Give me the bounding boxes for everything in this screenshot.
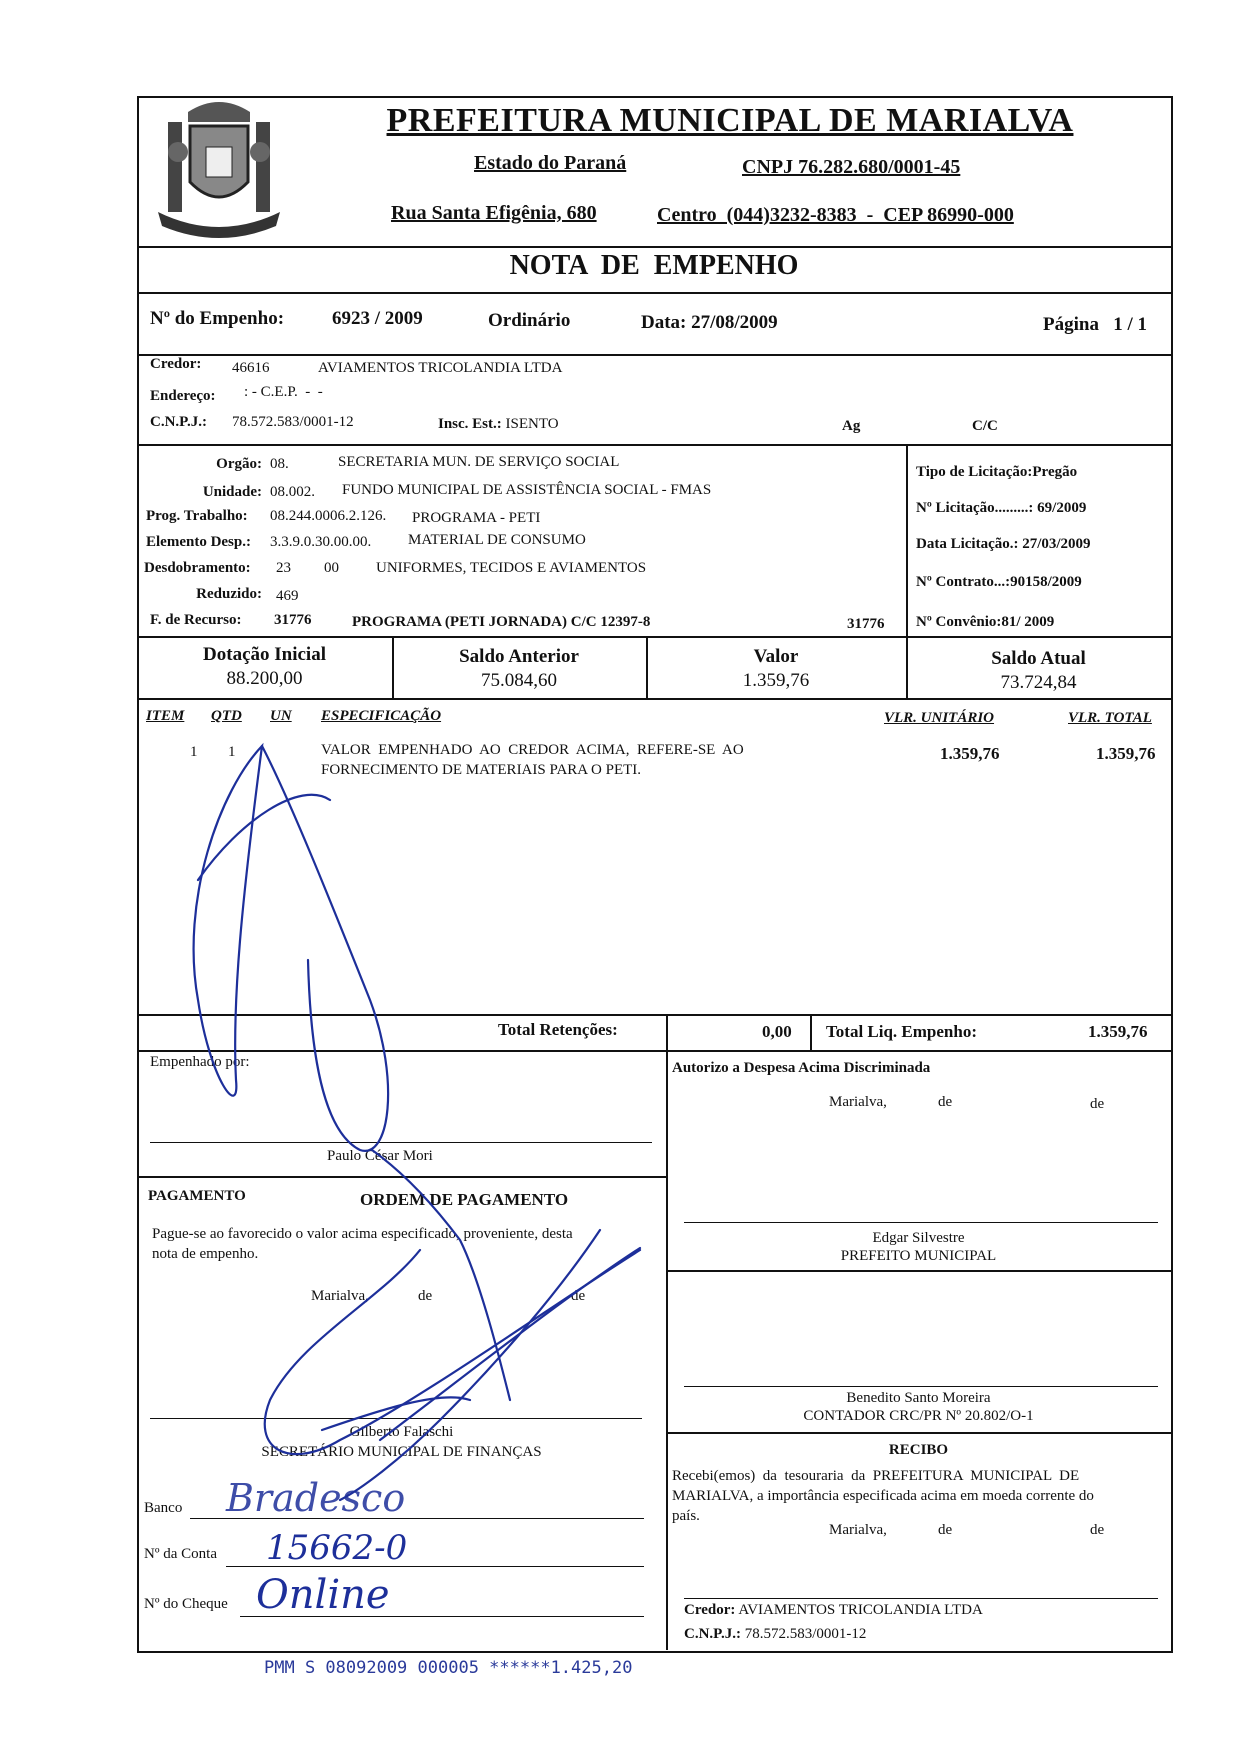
recibo-cnpj-label: C.N.P.J.: xyxy=(684,1626,741,1642)
endereco-value: : - C.E.P. - - xyxy=(244,384,323,400)
pagamento-text-line2: nota de empenho. xyxy=(152,1246,259,1262)
dotacao-value: 88.200,00 xyxy=(226,668,303,689)
credor-code: 46616 xyxy=(232,360,270,376)
valor-value: 1.359,76 xyxy=(742,670,810,691)
credor-label: Credor: xyxy=(150,356,202,372)
prefeito-nome: Edgar Silvestre xyxy=(872,1230,965,1246)
pagamento-de2: de xyxy=(571,1288,586,1304)
reduzido-label: Reduzido: xyxy=(196,586,262,602)
total-liquido-value: 1.359,76 xyxy=(1088,1022,1148,1041)
item-qtd: 1 xyxy=(228,744,236,760)
autorizo-text: Autorizo a Despesa Acima Discriminada xyxy=(672,1060,931,1076)
header-title: PREFEITURA MUNICIPAL DE MARIALVA xyxy=(386,102,1074,139)
empenhado-label: Empenhado por: xyxy=(150,1054,250,1070)
prog-name: PROGRAMA - PETI xyxy=(412,510,541,526)
cnpj-value: 78.572.583/0001-12 xyxy=(232,414,354,430)
data-licitacao: Data Licitação.: 27/03/2009 xyxy=(916,536,1091,552)
tipo-licitacao: Tipo de Licitação:Pregão xyxy=(916,464,1078,480)
numero-licitacao: Nº Licitação.........: 69/2009 xyxy=(916,500,1087,516)
desdobramento-name: UNIFORMES, TECIDOS E AVIAMENTOS xyxy=(376,560,647,576)
ordem-pagamento-title: ORDEM DE PAGAMENTO xyxy=(360,1190,569,1209)
conta-corrente-label: C/C xyxy=(972,418,998,434)
recibo-text-line2: MARIALVA, a importância especificada acima em moeda corrente do xyxy=(672,1488,1094,1504)
item-total-value: 1.359,76 xyxy=(1096,744,1156,763)
autorizo-de2: de xyxy=(1090,1096,1105,1112)
total-retencoes-label: Total Retenções: xyxy=(498,1020,618,1039)
empenho-date: Data: 27/08/2009 xyxy=(641,312,778,333)
contador-nome: Benedito Santo Moreira xyxy=(846,1390,991,1406)
elemento-label: Elemento Desp.: xyxy=(146,534,251,550)
pagamento-text-line1: Pague-se ao favorecido o valor acima especificado, proveniente, desta xyxy=(152,1226,573,1242)
saldo-anterior-label: Saldo Anterior xyxy=(459,646,579,667)
secretario-cargo: SECRETÁRIO MUNICIPAL DE FINANÇAS xyxy=(261,1444,542,1460)
item-number: 1 xyxy=(190,744,198,760)
recibo-text-line3: país. xyxy=(672,1508,700,1524)
header-cnpj: CNPJ 76.282.680/0001-45 xyxy=(742,156,961,178)
empenhado-nome: Paulo César Mori xyxy=(327,1148,433,1164)
col-un: UN xyxy=(270,708,292,724)
item-spec-line2: FORNECIMENTO DE MATERIAIS PARA O PETI. xyxy=(321,762,642,778)
autorizo-marialva: Marialva, xyxy=(829,1094,887,1110)
cheque-handwritten: Online xyxy=(256,1572,390,1618)
col-item: ITEM xyxy=(146,708,185,724)
banco-handwritten: Bradesco xyxy=(226,1476,406,1520)
col-qtd: QTD xyxy=(211,708,242,724)
item-unit-value: 1.359,76 xyxy=(940,744,1000,763)
page-number: Página 1 / 1 xyxy=(1043,314,1147,335)
elemento-code: 3.3.9.0.30.00.00. xyxy=(270,534,372,550)
dotacao-label: Dotação Inicial xyxy=(203,644,326,665)
unidade-label: Unidade: xyxy=(202,484,262,500)
fonte-recurso-code2: 31776 xyxy=(847,616,885,632)
banco-label: Banco xyxy=(144,1500,183,1516)
header-state: Estado do Paraná xyxy=(474,152,627,174)
header-address2: Centro (044)3232-8383 - CEP 86990-000 xyxy=(657,204,1014,226)
recibo-text-line1: Recebi(emos) da tesouraria da PREFEITURA MUNICIPAL DE xyxy=(672,1468,1080,1484)
numero-contrato: Nº Contrato...:90158/2009 xyxy=(916,574,1082,590)
recibo-title: RECIBO xyxy=(888,1442,949,1458)
empenho-number-label: Nº do Empenho: xyxy=(150,308,285,329)
elemento-name: MATERIAL DE CONSUMO xyxy=(408,532,586,548)
insc-value: ISENTO xyxy=(505,416,559,432)
prefeito-cargo: PREFEITO MUNICIPAL xyxy=(840,1248,997,1264)
recibo-de1: de xyxy=(938,1522,953,1538)
recibo-de2: de xyxy=(1090,1522,1105,1538)
numero-convenio: Nº Convênio:81/ 2009 xyxy=(916,614,1055,630)
valor-label: Valor xyxy=(753,646,799,667)
orgao-code: 08. xyxy=(270,456,289,472)
total-liquido-label: Total Liq. Empenho: xyxy=(826,1022,977,1041)
endereco-label: Endereço: xyxy=(150,388,216,404)
agencia-label: Ag xyxy=(842,418,861,434)
prog-code: 08.244.0006.2.126. xyxy=(270,508,387,524)
desdobramento-code2: 00 xyxy=(324,560,339,576)
header-address: Rua Santa Efigênia, 680 xyxy=(391,202,597,224)
autorizo-de1: de xyxy=(938,1094,953,1110)
reduzido-value: 469 xyxy=(276,588,299,604)
recibo-credor-name: AVIAMENTOS TRICOLANDIA LTDA xyxy=(738,1602,983,1618)
conta-handwritten: 15662-0 xyxy=(266,1528,408,1568)
empenho-type: Ordinário xyxy=(488,310,571,331)
item-spec-line1: VALOR EMPENHADO AO CREDOR ACIMA, REFERE-SE AO xyxy=(321,742,744,758)
saldo-atual-label: Saldo Atual xyxy=(991,648,1086,669)
secretario-nome: Gilberto Falaschi xyxy=(349,1424,454,1440)
desdobramento-code: 23 xyxy=(276,560,291,576)
cnpj-label: C.N.P.J.: xyxy=(150,414,207,430)
prog-label: Prog. Trabalho: xyxy=(146,508,248,524)
recibo-marialva: Marialva, xyxy=(829,1522,887,1538)
saldo-atual-value: 73.724,84 xyxy=(1000,672,1077,693)
cheque-label: Nº do Cheque xyxy=(144,1596,228,1612)
fonte-recurso-name: PROGRAMA (PETI JORNADA) C/C 12397-8 xyxy=(352,614,651,630)
pagamento-de1: de xyxy=(418,1288,433,1304)
footer-print-code: PMM S 08092009 000005 ******1.425,20 xyxy=(264,1658,633,1678)
unidade-code: 08.002. xyxy=(270,484,315,500)
recibo-cnpj-value: 78.572.583/0001-12 xyxy=(744,1626,867,1642)
pagamento-title: PAGAMENTO xyxy=(148,1188,246,1204)
fonte-recurso-label: F. de Recurso: xyxy=(150,612,242,628)
col-especificacao: ESPECIFICAÇÃO xyxy=(321,708,442,724)
orgao-label: Orgão: xyxy=(216,456,262,472)
fonte-recurso-code: 31776 xyxy=(274,612,312,628)
empenho-number: 6923 / 2009 xyxy=(332,308,423,329)
saldo-anterior-value: 75.084,60 xyxy=(481,670,557,691)
col-valor-total: VLR. TOTAL xyxy=(1068,710,1152,726)
conta-label: Nº da Conta xyxy=(144,1546,217,1562)
document-title: NOTA DE EMPENHO xyxy=(509,250,799,281)
recibo-credor-label: Credor: xyxy=(684,1602,736,1618)
unidade-name: FUNDO MUNICIPAL DE ASSISTÊNCIA SOCIAL - FMAS xyxy=(342,482,712,498)
insc-label: Insc. Est.: xyxy=(438,416,502,432)
credor-name: AVIAMENTOS TRICOLANDIA LTDA xyxy=(318,360,563,376)
desdobramento-label: Desdobramento: xyxy=(144,560,251,576)
contador-cargo: CONTADOR CRC/PR Nº 20.802/O-1 xyxy=(803,1408,1034,1424)
orgao-name: SECRETARIA MUN. DE SERVIÇO SOCIAL xyxy=(338,454,620,470)
pagamento-marialva: Marialva, xyxy=(311,1288,369,1304)
col-valor-unitario: VLR. UNITÁRIO xyxy=(884,710,995,726)
total-retencoes-value: 0,00 xyxy=(762,1022,792,1041)
